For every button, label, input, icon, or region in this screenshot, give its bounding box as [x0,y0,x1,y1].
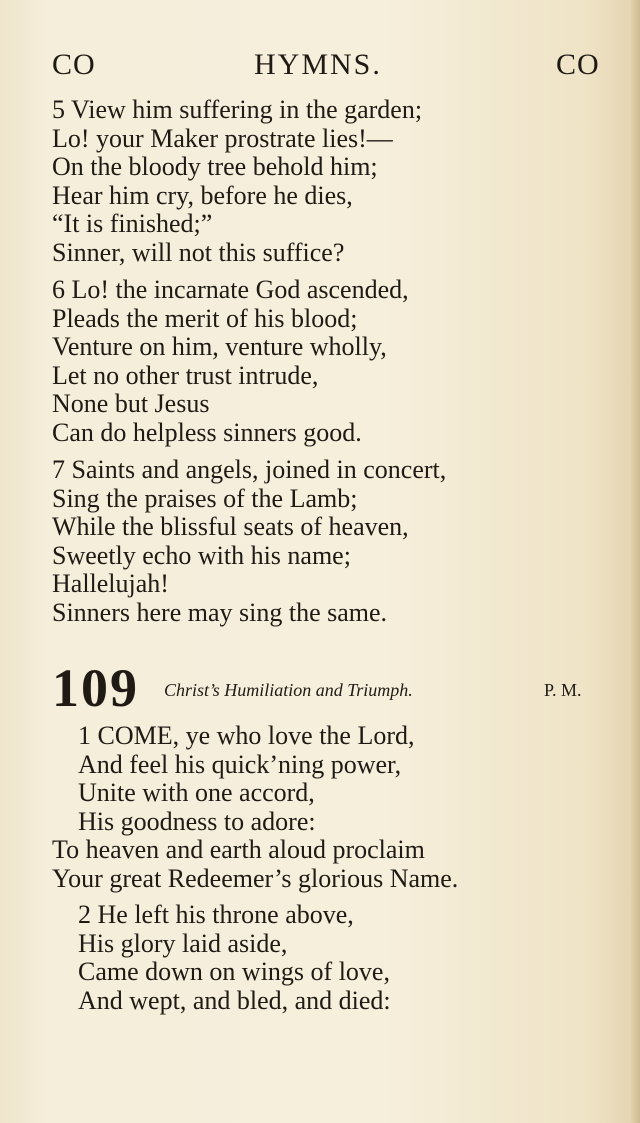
verse-line: 5 View him suffering in the garden; [52,95,423,124]
verse-line: On the bloody tree behold him; [52,152,378,182]
verse-line: His goodness to adore: [78,806,316,836]
verse-7 [52,456,446,628]
verse-line: Sinners here may sing the same. [52,597,388,627]
verse-line: 2 He left his throne above, [78,900,354,929]
verse-6 [52,276,409,448]
verse-line: To heaven and earth aloud proclaim [52,835,425,865]
verse-line: Hallelujah! [52,569,169,599]
header-title: HYMNS. [254,48,382,81]
verse-line: 1 COME, ye who love the Lord, [78,721,415,750]
hymn-109-heading [52,658,612,718]
verse-line: “It is finished;” [52,209,213,239]
page-edge-shadow [630,0,640,1123]
hymn-title: Christ’s Humiliation and Triumph. [164,680,413,700]
verse-line: Sweetly echo with his name; [52,540,351,570]
verse-5 [52,96,422,268]
hymn-number: 109 [52,658,139,718]
verse-line: Venture on him, venture wholly, [52,332,387,362]
header-left-catchword: CO [52,48,96,81]
verse-line: While the blissful seats of heaven, [52,512,409,542]
verse-line: His glory laid aside, [78,928,288,958]
verse-line: Came down on wings of love, [78,957,390,987]
verse-line: Unite with one accord, [78,778,315,808]
verse-line: Let no other trust intrude, [52,360,319,390]
header-right-catchword: CO [556,48,600,81]
verse-line: Sing the praises of the Lamb; [52,483,358,513]
verse-line: Lo! your Maker prostrate lies!— [52,123,393,153]
hymn-109-verse-1 [52,722,458,894]
hymn-meter: P. M. [544,680,582,700]
verse-line: Can do helpless sinners good. [52,417,362,447]
verse-line: And feel his quick’ning power, [78,749,402,779]
verse-line: Sinner, will not this suffice? [52,237,345,267]
verse-line: 6 Lo! the incarnate God ascended, [52,275,409,304]
verse-line: Your great Redeemer’s glorious Name. [52,863,459,893]
verse-line: Pleads the merit of his blood; [52,303,358,333]
verse-line: 7 Saints and angels, joined in concert, [52,455,447,484]
verse-line: And wept, and bled, and died: [78,985,391,1015]
verse-line: Hear him cry, before he dies, [52,180,353,210]
running-header [0,48,640,88]
hymn-109-verse-2 [52,901,391,1015]
verse-line: None but Jesus [52,389,210,419]
